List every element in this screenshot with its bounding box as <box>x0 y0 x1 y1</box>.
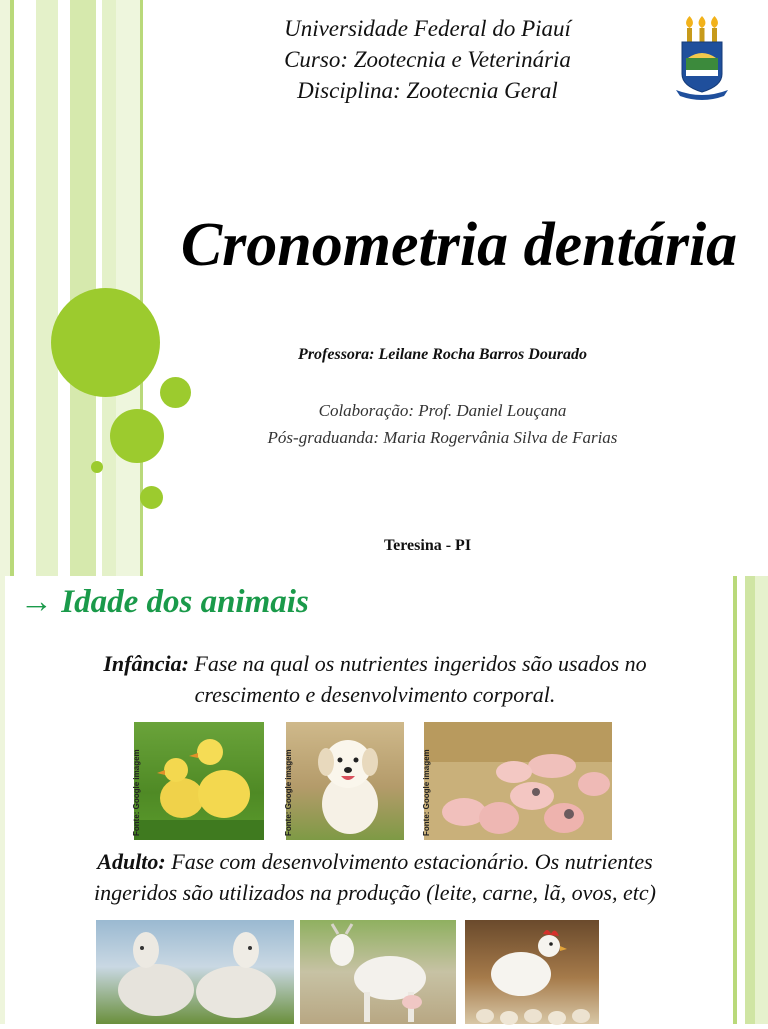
discipline-name: Disciplina: Zootecnia Geral <box>297 78 558 103</box>
photo-source-label: Fonte: Google imagem <box>132 749 141 836</box>
decorative-circle-large <box>51 288 160 397</box>
decorative-stripe <box>0 0 10 576</box>
decorative-stripe <box>737 576 745 1024</box>
institution-header <box>150 13 705 106</box>
decorative-stripe <box>36 0 58 576</box>
infancia-term: Infância: <box>103 651 189 676</box>
cattle-photo <box>96 920 294 1024</box>
decorative-stripe <box>14 0 36 576</box>
location: Teresina - PI <box>383 537 472 554</box>
decorative-stripe <box>0 576 5 1024</box>
decorative-stripe <box>58 0 70 576</box>
decorative-circle-small <box>91 461 103 473</box>
adulto-text-cont: ingeridos são utilizados na produção (leite, carne, lã, ovos, etc) <box>94 880 656 905</box>
adulto-term: Adulto: <box>97 849 166 874</box>
adulto-text: Fase com desenvolvimento estacionário. Os nutrientes <box>165 849 653 874</box>
content-slide <box>0 576 768 1024</box>
collaborator-line: Colaboração: Prof. Daniel Louçana <box>318 401 567 420</box>
section-heading: → Idade dos animais <box>20 584 309 620</box>
collaborators <box>150 397 735 451</box>
infancia-text-cont: crescimento e desenvolvimento corporal. <box>194 682 556 707</box>
university-name: Universidade Federal do Piauí <box>284 16 571 41</box>
decorative-stripe <box>116 0 140 576</box>
photo-source-label: Fonte: Google imagem <box>284 749 293 836</box>
hen-photo <box>465 920 599 1024</box>
professor-name: Professora: Leilane Rocha Barros Dourado <box>298 346 587 363</box>
collaborator-line: Pós-graduanda: Maria Rogervânia Silva de Farias <box>267 428 618 447</box>
university-logo <box>674 14 730 100</box>
adulto-paragraph <box>20 846 730 908</box>
ducklings-photo <box>134 722 264 840</box>
photo-source-label: Fonte: Google imagem <box>422 749 431 836</box>
decorative-stripe <box>70 0 96 576</box>
decorative-stripe <box>755 576 768 1024</box>
piglets-photo <box>424 722 612 840</box>
puppy-photo <box>286 722 404 840</box>
infancia-paragraph <box>20 648 730 710</box>
infancia-text: Fase na qual os nutrientes ingeridos são usados no <box>188 651 647 676</box>
slide-title: Cronometria dentária <box>180 211 738 279</box>
course-name: Curso: Zootecnia e Veterinária <box>284 47 571 72</box>
goat-photo <box>300 920 456 1024</box>
decorative-circle <box>140 486 163 509</box>
decorative-stripe <box>745 576 755 1024</box>
